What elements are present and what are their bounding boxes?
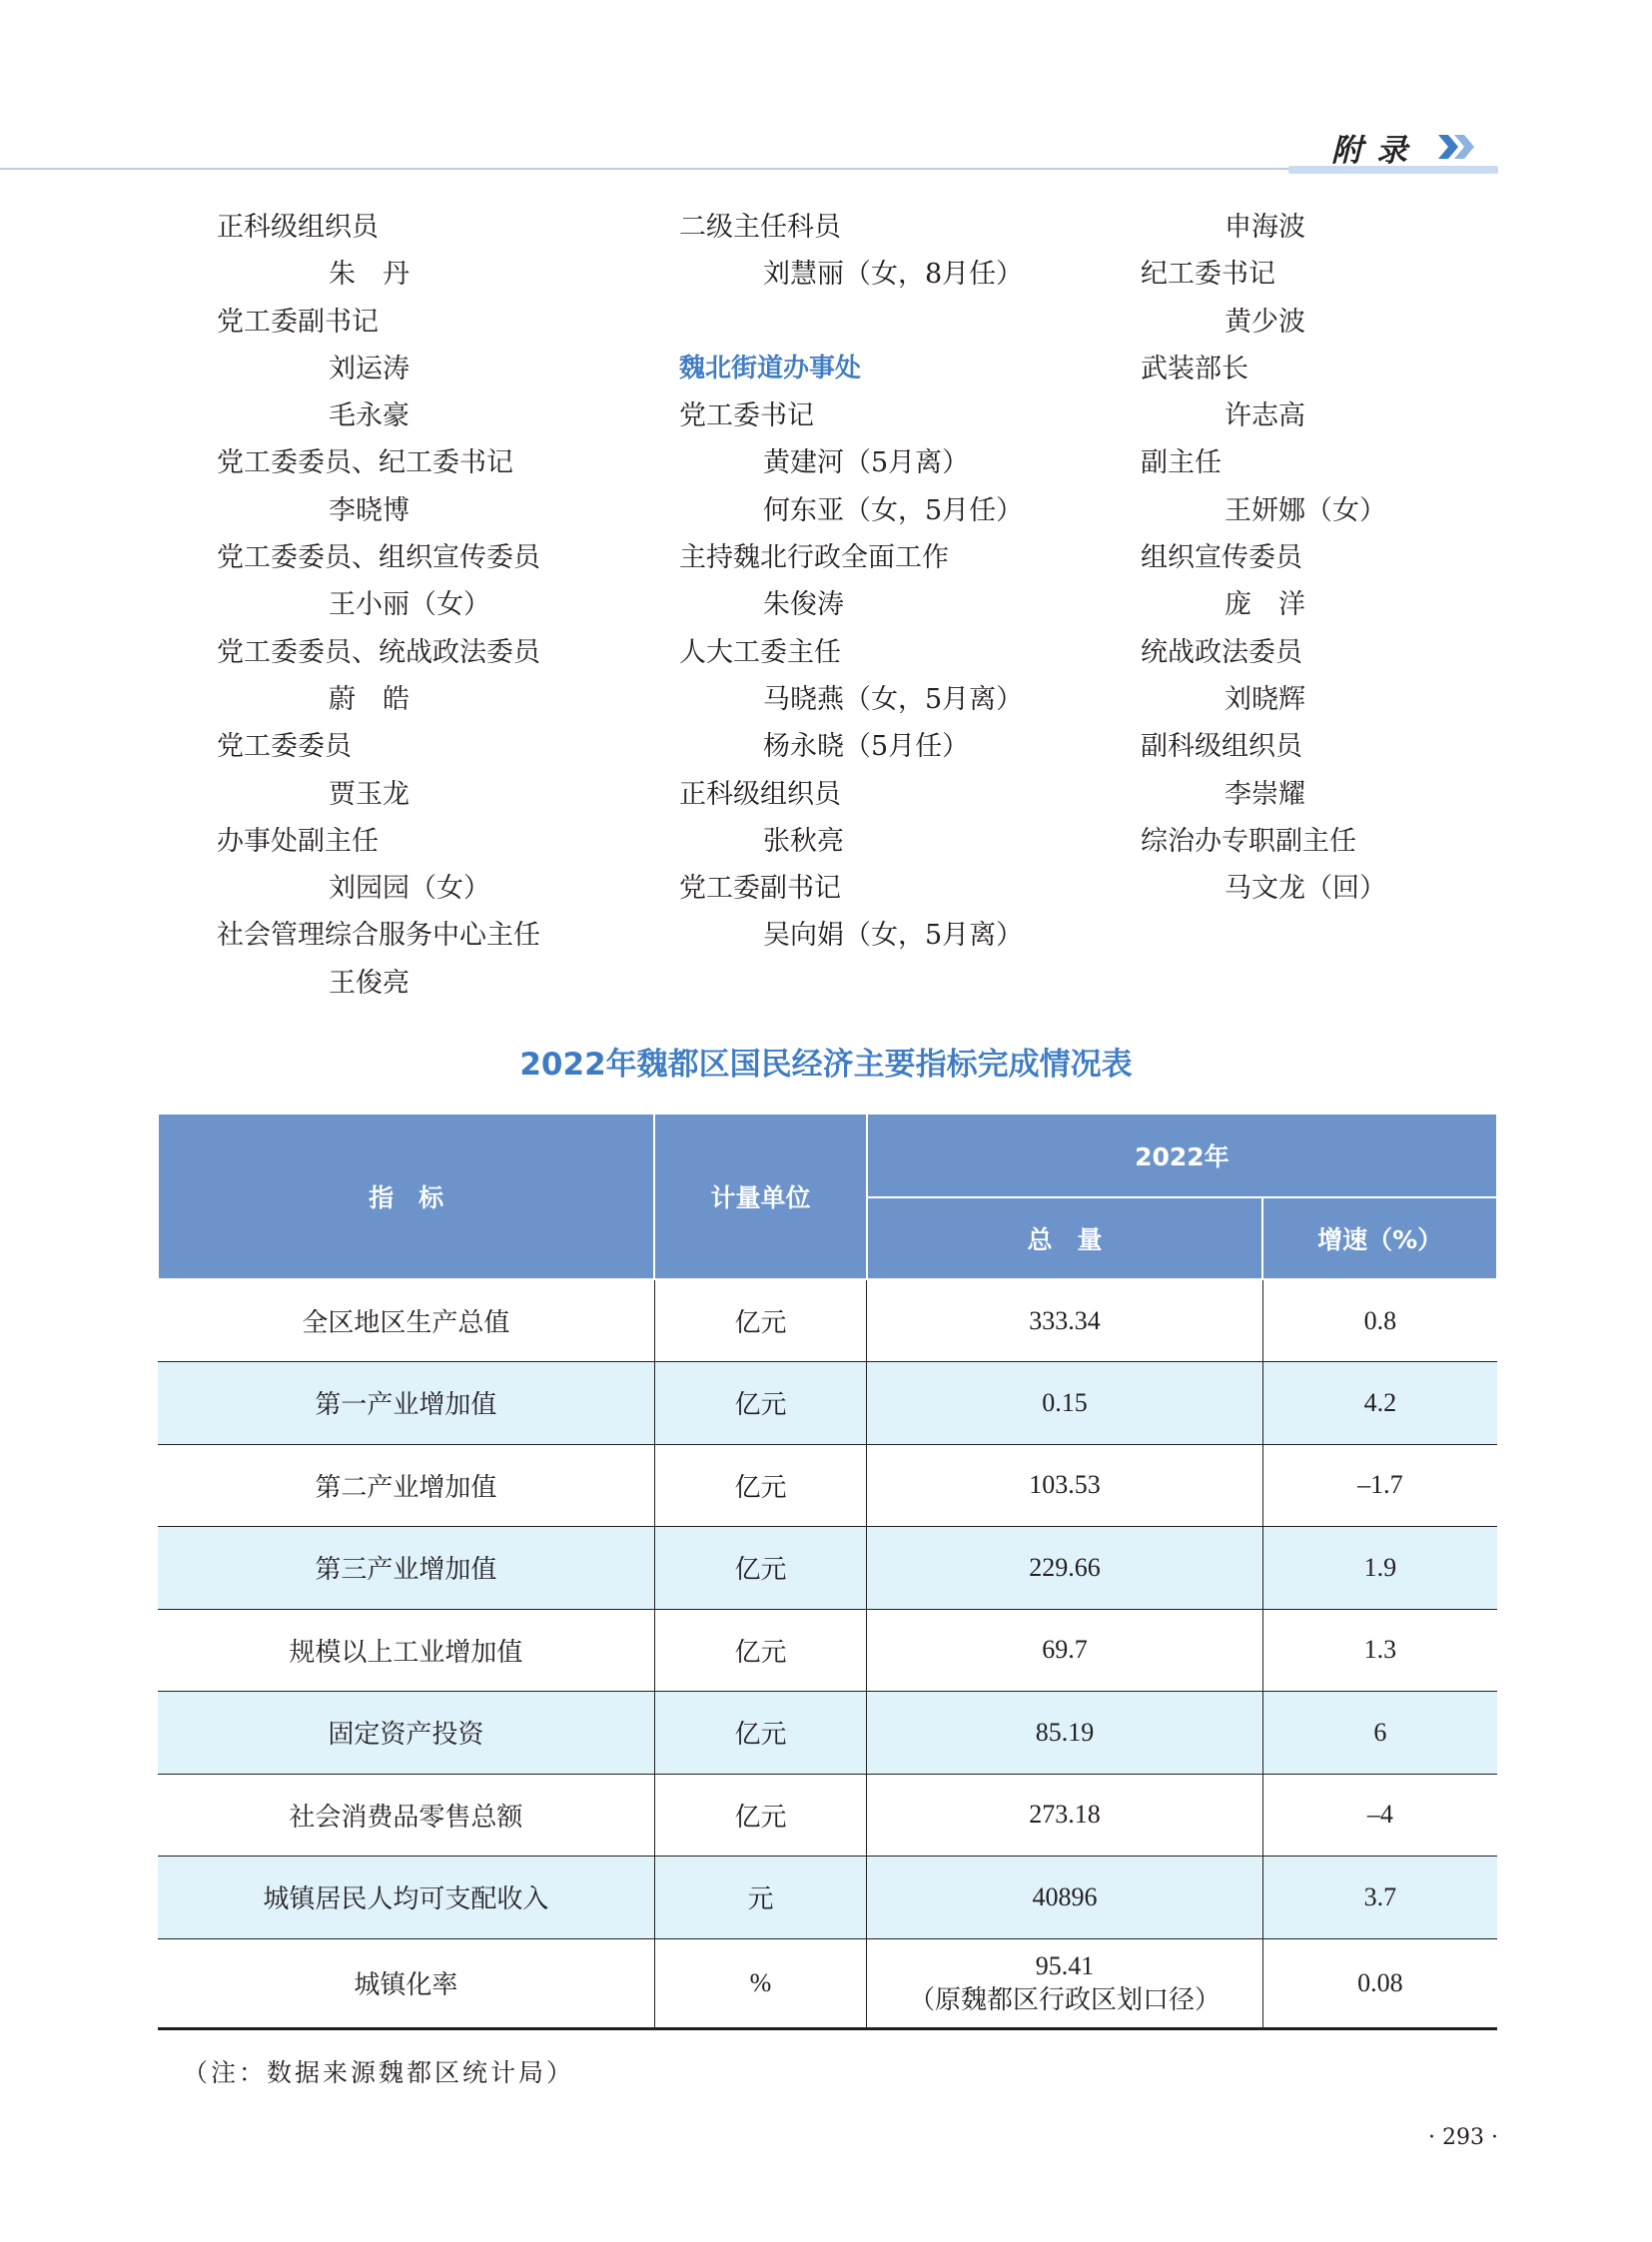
cell-indicator: 城镇居民人均可支配收入: [158, 1857, 654, 1939]
staff-role: 正科级组织员: [217, 212, 379, 243]
staff-name: 马文龙（回）: [1225, 873, 1386, 905]
cell-total: 0.15: [867, 1362, 1262, 1445]
staff-name: 黄少波: [1225, 306, 1305, 338]
table-row: [158, 1692, 1497, 1775]
header-year: 2022年: [867, 1114, 1497, 1197]
cell-total: 333.34: [867, 1279, 1262, 1362]
staff-name: 刘运涛: [329, 353, 410, 384]
cell-unit: 亿元: [654, 1362, 867, 1445]
staff-role: 党工委委员、组织宣传委员: [217, 542, 540, 574]
staff-name: 朱俊涛: [763, 589, 844, 621]
cell-growth: –4: [1262, 1774, 1497, 1857]
table-row: [158, 1857, 1497, 1939]
section-heading: 魏北街道办事处: [679, 353, 862, 383]
staff-role: 党工委副书记: [679, 873, 841, 905]
staff-name: 李晓博: [329, 494, 410, 526]
cell-unit: 亿元: [654, 1774, 867, 1857]
staff-role: 党工委委员: [217, 731, 352, 763]
staff-role: 武装部长: [1141, 353, 1248, 384]
staff-role: 党工委委员、统战政法委员: [217, 636, 540, 668]
cell-total: 229.66: [867, 1527, 1262, 1610]
staff-name: 张秋亮: [763, 825, 844, 857]
cell-indicator: 全区地区生产总值: [158, 1279, 654, 1362]
staff-name: 申海波: [1225, 212, 1305, 243]
staff-name: 刘晓辉: [1225, 683, 1305, 715]
cell-indicator: 规模以上工业增加值: [158, 1609, 654, 1692]
staff-name: 蔚 皓: [329, 683, 410, 715]
table-row: [158, 1527, 1497, 1610]
staff-name: 王俊亮: [329, 967, 410, 999]
staff-role: 主持魏北行政全面工作: [679, 542, 949, 574]
staff-role: 人大工委主任: [679, 636, 841, 668]
cell-indicator: 社会消费品零售总额: [158, 1774, 654, 1857]
cell-total: 273.18: [867, 1774, 1262, 1857]
staff-column-3: [1141, 204, 1560, 912]
cell-total: 103.53: [867, 1444, 1262, 1527]
staff-role: 办事处副主任: [217, 825, 379, 857]
cell-indicator: 城镇化率: [158, 1938, 654, 2028]
staff-name: 王妍娜（女）: [1225, 494, 1386, 526]
double-chevron-icon: [1436, 132, 1480, 162]
cell-total-note: （原魏都区行政区划口径）: [909, 1984, 1222, 2014]
cell-total: 85.19: [867, 1692, 1262, 1775]
cell-growth: 4.2: [1262, 1362, 1497, 1445]
cell-unit: 元: [654, 1857, 867, 1939]
staff-role: 正科级组织员: [679, 778, 841, 810]
staff-role: 二级主任科员: [679, 212, 841, 243]
cell-unit: 亿元: [654, 1527, 867, 1610]
cell-indicator: 固定资产投资: [158, 1692, 654, 1775]
staff-role: 综治办专职副主任: [1141, 825, 1356, 857]
table-row: [158, 1362, 1497, 1445]
cell-growth: 6: [1262, 1692, 1497, 1775]
staff-role: 纪工委书记: [1141, 259, 1275, 291]
table-row: [158, 1279, 1497, 1362]
staff-role: 组织宣传委员: [1141, 542, 1302, 574]
staff-name: 黄建河（5月离）: [763, 447, 970, 479]
table-row: [158, 1774, 1497, 1857]
cell-total: 40896: [867, 1857, 1262, 1939]
staff-name: 何东亚（女，5月任）: [763, 494, 1024, 526]
cell-indicator: 第二产业增加值: [158, 1444, 654, 1527]
cell-growth: 1.3: [1262, 1609, 1497, 1692]
cell-growth: 0.8: [1262, 1279, 1497, 1362]
staff-role: 社会管理综合服务中心主任: [217, 920, 540, 952]
cell-total: [867, 1938, 1262, 2028]
staff-name: 王小丽（女）: [329, 589, 490, 621]
cell-unit: 亿元: [654, 1279, 867, 1362]
staff-name: 李崇耀: [1225, 778, 1305, 810]
cell-unit: 亿元: [654, 1444, 867, 1527]
cell-unit: 亿元: [654, 1609, 867, 1692]
staff-role: 副科级组织员: [1141, 731, 1302, 763]
table-row: [158, 1609, 1497, 1692]
source-note: （注：数据来源魏都区统计局）: [183, 2058, 575, 2087]
cell-growth: 0.08: [1262, 1938, 1497, 2028]
cell-unit: 亿元: [654, 1692, 867, 1775]
header-growth: 增速（%）: [1262, 1197, 1497, 1279]
staff-name: 毛永豪: [329, 400, 410, 432]
cell-growth: 3.7: [1262, 1857, 1497, 1939]
header-unit: 计量单位: [654, 1114, 867, 1279]
cell-growth: 1.9: [1262, 1527, 1497, 1610]
spacer: [679, 299, 1099, 346]
staff-role: 党工委副书记: [217, 306, 379, 338]
table-title: 2022年魏都区国民经济主要指标完成情况表: [519, 1047, 1133, 1083]
staff-role: 党工委书记: [679, 400, 814, 432]
cell-unit: %: [654, 1938, 867, 2028]
staff-column-1: [217, 204, 636, 1007]
staff-column-2: [679, 204, 1099, 960]
page-number: · 293 ·: [1428, 2125, 1498, 2150]
cell-total: 69.7: [867, 1609, 1262, 1692]
staff-role: 党工委委员、纪工委书记: [217, 447, 513, 479]
staff-name: 庞 洋: [1225, 589, 1305, 621]
cell-indicator: 第一产业增加值: [158, 1362, 654, 1445]
cell-growth: –1.7: [1262, 1444, 1497, 1527]
staff-name: 许志高: [1225, 400, 1305, 432]
table-row: [158, 1444, 1497, 1527]
staff-role: 副主任: [1141, 447, 1222, 479]
cell-indicator: 第三产业增加值: [158, 1527, 654, 1610]
economic-indicators-table: [157, 1113, 1498, 2030]
staff-name: 杨永晓（5月任）: [763, 731, 970, 763]
staff-name: 贾玉龙: [329, 778, 410, 810]
staff-role: 统战政法委员: [1141, 636, 1302, 668]
table-row: [158, 1938, 1497, 2028]
staff-name: 朱 丹: [329, 259, 410, 291]
staff-name: 马晓燕（女，5月离）: [763, 683, 1024, 715]
staff-name: 刘园园（女）: [329, 873, 490, 905]
header-total: 总 量: [867, 1197, 1262, 1279]
staff-name: 吴向娟（女，5月离）: [763, 920, 1024, 952]
cell-total-value: 95.41: [1035, 1950, 1095, 1980]
header-indicator: 指 标: [158, 1114, 654, 1279]
staff-name: 刘慧丽（女，8月任）: [763, 259, 1024, 291]
running-header-title: 附录: [1331, 133, 1421, 169]
header-rule: [0, 168, 1498, 170]
